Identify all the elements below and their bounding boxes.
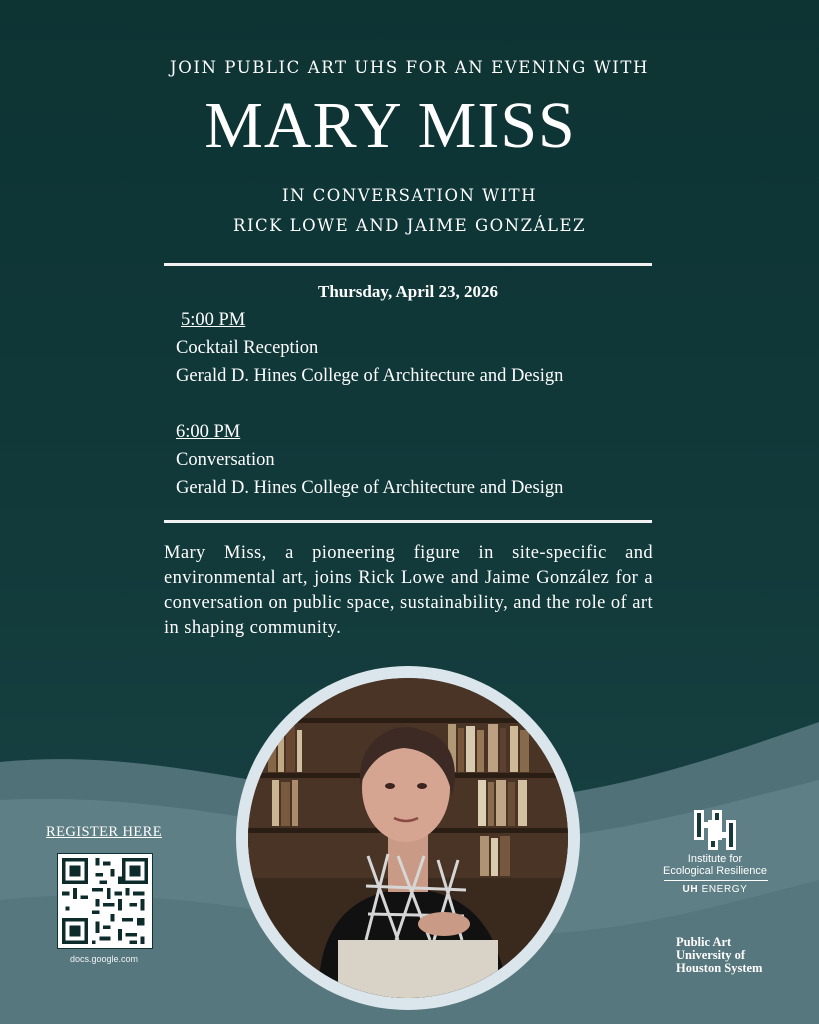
institute-name — [658, 853, 772, 877]
schedule-item-conversation — [176, 422, 563, 506]
divider-top — [164, 263, 652, 266]
event-kicker: JOIN PUBLIC ART UHS FOR AN EVENING WITH — [169, 58, 649, 77]
schedule-title: Cocktail Reception — [176, 338, 319, 358]
headline-name: MARY MISS — [204, 89, 576, 162]
schedule-location: Gerald D. Hines College of Architecture and Design — [176, 478, 564, 498]
schedule-item-reception — [176, 310, 563, 394]
qr-code[interactable] — [57, 853, 153, 949]
divider-bottom — [164, 520, 652, 523]
schedule-time: 6:00 PM — [176, 422, 241, 442]
energy-uh: UH — [682, 884, 699, 895]
uh-energy-label — [658, 884, 772, 895]
register-link[interactable]: REGISTER HERE — [46, 824, 162, 840]
event-description: Mary Miss, a pioneering figure in site-specific and environmental art, joins Rick Lowe and Jaime González for a conversation on public space, sustainability, and the role of art in shaping community. — [164, 543, 653, 638]
public-art-logo — [676, 936, 796, 975]
institute-line-1: Institute for — [687, 853, 743, 865]
public-art-line-3: Houston System — [676, 961, 763, 975]
institute-line-2: Ecological Resilience — [663, 865, 767, 877]
register-url: docs.google.com — [69, 954, 139, 964]
guests-line: RICK LOWE AND JAIME GONZÁLEZ — [233, 216, 586, 235]
conversation-line: IN CONVERSATION WITH — [281, 186, 538, 205]
portrait-photo — [248, 678, 568, 998]
energy-word: ENERGY — [701, 884, 748, 895]
uh-logo-icon — [692, 808, 738, 852]
schedule-title: Conversation — [176, 450, 275, 470]
institute-divider — [664, 880, 768, 881]
event-date: Thursday, April 23, 2026 — [318, 282, 498, 301]
public-art-line-2: University of — [676, 948, 746, 962]
schedule-time: 5:00 PM — [181, 310, 246, 330]
public-art-line-1: Public Art — [676, 935, 732, 949]
schedule-location: Gerald D. Hines College of Architecture and Design — [176, 366, 564, 386]
